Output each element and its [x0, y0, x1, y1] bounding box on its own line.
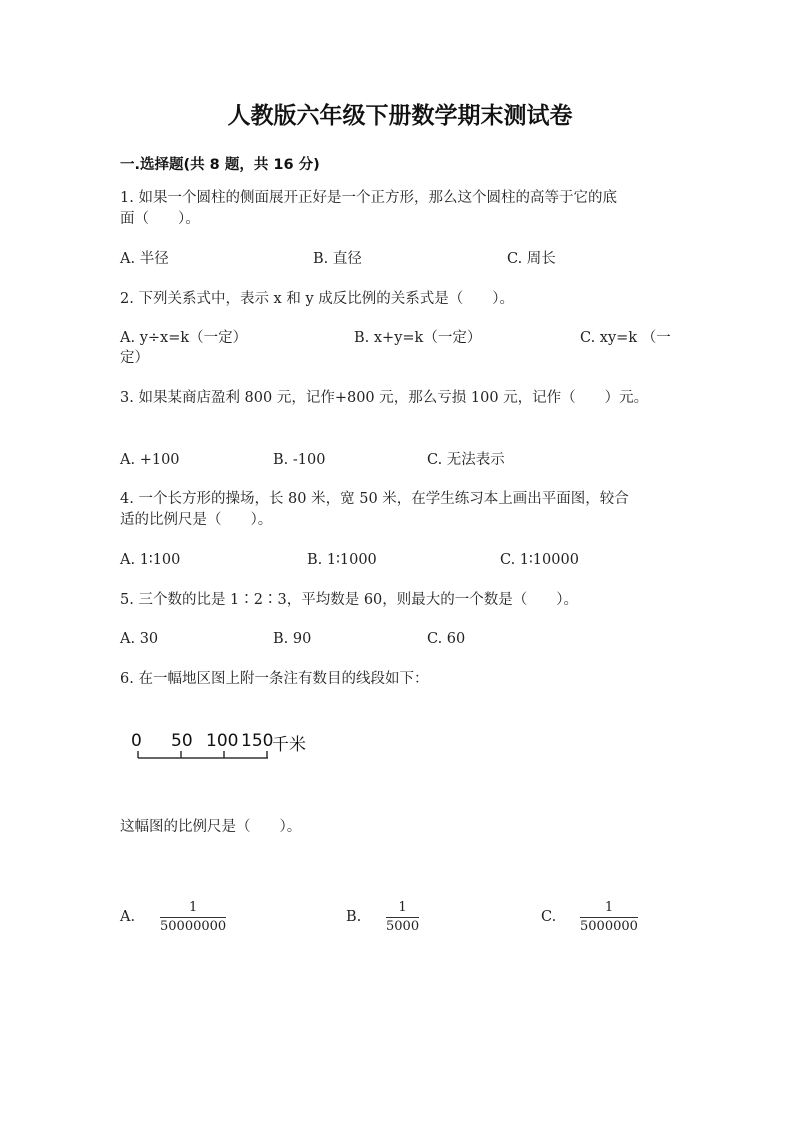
question-1-option-b: B. 直径	[313, 251, 362, 267]
question-2-option-a: A. y÷x=k（一定）	[120, 330, 248, 346]
question-6-option-b-letter: B.	[346, 909, 362, 925]
option-c-numerator: 1	[604, 900, 614, 915]
question-1-option-a: A. 半径	[120, 251, 169, 267]
question-4-option-c: C. 1∶10000	[500, 552, 579, 568]
option-a-numerator: 1	[188, 900, 198, 915]
fraction-bar	[580, 917, 638, 918]
scale-tick-label-150: 150	[241, 731, 274, 751]
page-title: 人教版六年级下册数学期末测试卷	[227, 103, 573, 129]
question-4-option-b: B. 1∶1000	[307, 552, 377, 568]
option-c-denominator: 5000000	[580, 919, 638, 934]
fraction-bar	[160, 917, 226, 918]
question-6-followup: 这幅图的比例尺是（ ）。	[120, 819, 302, 835]
question-1-line-1: 1. 如果一个圆柱的侧面展开正好是一个正方形，那么这个圆柱的高等于它的底	[120, 190, 617, 206]
scale-tick-label-50: 50	[171, 731, 193, 751]
question-1-line-2: 面（ ）。	[120, 211, 200, 227]
question-1-option-c: C. 周长	[507, 251, 556, 267]
scale-bar-line	[130, 748, 275, 764]
question-2-option-c: C. xy=k （一	[580, 330, 671, 346]
scale-unit-label: 千米	[272, 735, 306, 755]
question-3-line-1: 3. 如果某商店盈利 800 元，记作+800 元，那么亏损 100 元，记作（ ）元。	[120, 390, 649, 406]
question-6-option-a-letter: A.	[120, 909, 136, 925]
question-6-option-c-letter: C.	[541, 909, 557, 925]
question-2-line-1: 2. 下列关系式中，表示 x 和 y 成反比例的关系式是（ ）。	[120, 291, 514, 307]
question-4-line-2: 适的比例尺是（ ）。	[120, 512, 273, 528]
question-2-option-c-wrap: 定）	[120, 350, 149, 366]
question-2-option-b: B. x+y=k（一定）	[354, 330, 482, 346]
option-a-denominator: 50000000	[160, 919, 227, 934]
question-5-option-a: A. 30	[120, 631, 159, 647]
question-4-line-1: 4. 一个长方形的操场，长 80 米，宽 50 米，在学生练习本上画出平面图，较合	[120, 491, 629, 507]
question-6-option-b-fraction	[386, 900, 419, 935]
option-b-numerator: 1	[398, 900, 407, 915]
scale-tick-label-100: 100	[206, 731, 239, 751]
question-3-option-c: C. 无法表示	[427, 452, 505, 468]
section-heading: 一.选择题(共 8 题，共 16 分)	[120, 157, 320, 173]
question-3-option-a: A. +100	[120, 452, 180, 468]
scale-tick-label-0: 0	[131, 731, 142, 751]
option-b-denominator: 5000	[386, 919, 420, 934]
question-3-option-b: B. -100	[273, 452, 326, 468]
question-6-option-c-fraction	[580, 900, 638, 935]
question-6-option-a-fraction	[160, 900, 226, 935]
question-6-line-1: 6. 在一幅地区图上附一条注有数目的线段如下：	[120, 671, 429, 687]
question-5-option-b: B. 90	[273, 631, 312, 647]
question-4-option-a: A. 1∶100	[120, 552, 181, 568]
fraction-bar	[386, 917, 419, 918]
question-5-option-c: C. 60	[427, 631, 466, 647]
question-5-line-1: 5. 三个数的比是 1∶2∶3，平均数是 60，则最大的一个数是（ ）。	[120, 592, 579, 608]
